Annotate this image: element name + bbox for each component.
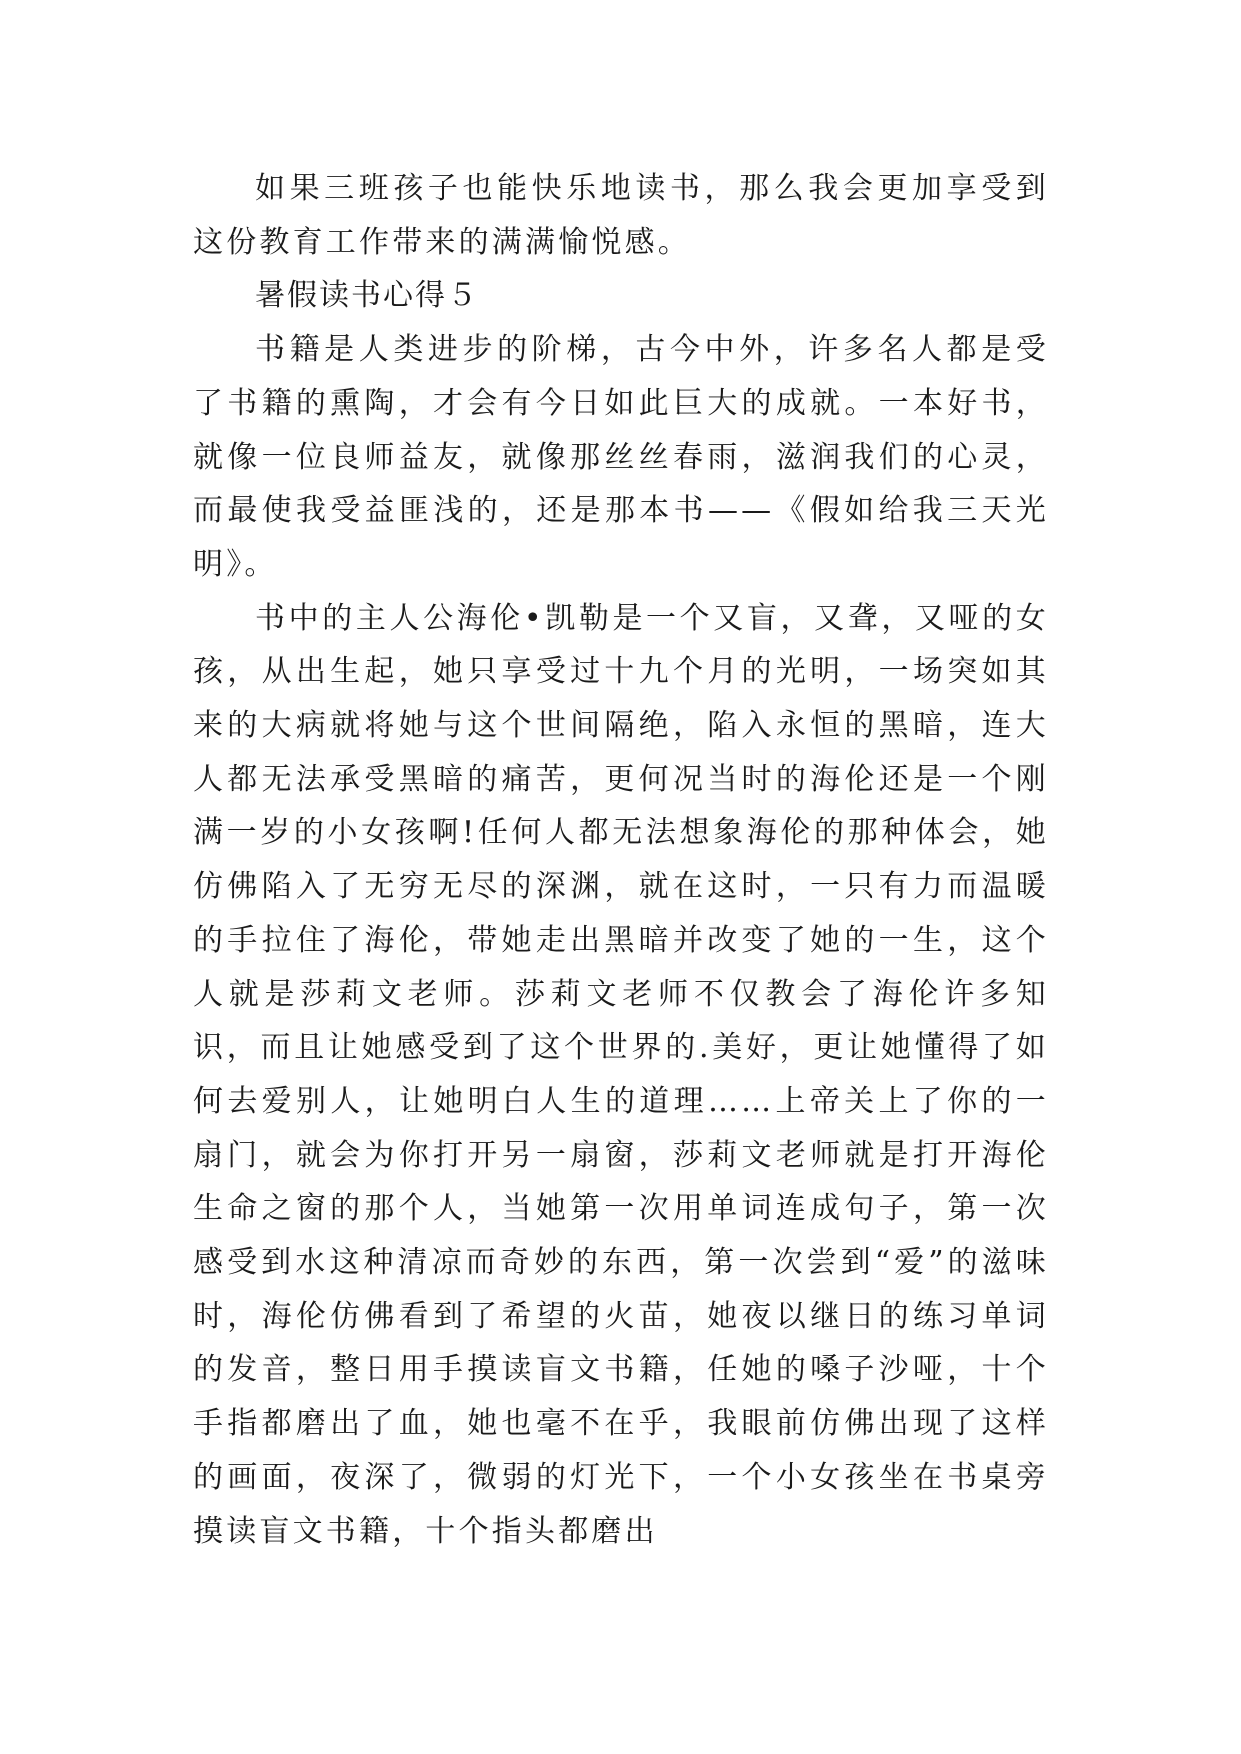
- paragraph-helen-keller: 书中的主人公海伦•凯勒是一个又盲，又聋，又哑的女孩，从出生起，她只享受过十九个月的光明，一场突如其来的大病就将她与这个世间隔绝，陷入永恒的黑暗，连大人都无法承受黑暗的痛苦，更何况当时的海伦还是一个刚满一岁的小女孩啊!任何人都无法想象海伦的那种体会，她仿佛陷入了无穷无尽的深渊，就在这时，一只有力而温暖的手拉住了海伦，带她走出黑暗并改变了她的一生，这个人就是莎莉文老师。莎莉文老师不仅教会了海伦许多知识，而且让她感受到了这个世界的.美好，更让她懂得了如何去爱别人，让她明白人生的道理……上帝关上了你的一扇门，就会为你打开另一扇窗，莎莉文老师就是打开海伦生命之窗的那个人，当她第一次用单词连成句子，第一次感受到水这种清凉而奇妙的东西，第一次尝到“爱”的滋味时，海伦仿佛看到了希望的火苗，她夜以继日的练习单词的发音，整日用手摸读盲文书籍，任她的嗓子沙哑，十个手指都磨出了血，她也毫不在乎，我眼前仿佛出现了这样的画面，夜深了，微弱的灯光下，一个小女孩坐在书桌旁摸读盲文书籍，十个指头都磨出: [193, 600, 1049, 1549]
- document-page: [193, 162, 1049, 1558]
- paragraph-books: 书籍是人类进步的阶梯，古今中外，许多名人都是受了书籍的熏陶，才会有今日如此巨大的成就。一本好书，就像一位良师益友，就像那丝丝春雨，滋润我们的心灵，而最使我受益匪浅的，还是那本书——《假如给我三天光明》。: [193, 332, 1049, 582]
- section-heading: 暑假读书心得５: [255, 278, 479, 314]
- paragraph-intro: 如果三班孩子也能快乐地读书，那么我会更加享受到这份教育工作带来的满满愉悦感。: [193, 171, 1049, 260]
